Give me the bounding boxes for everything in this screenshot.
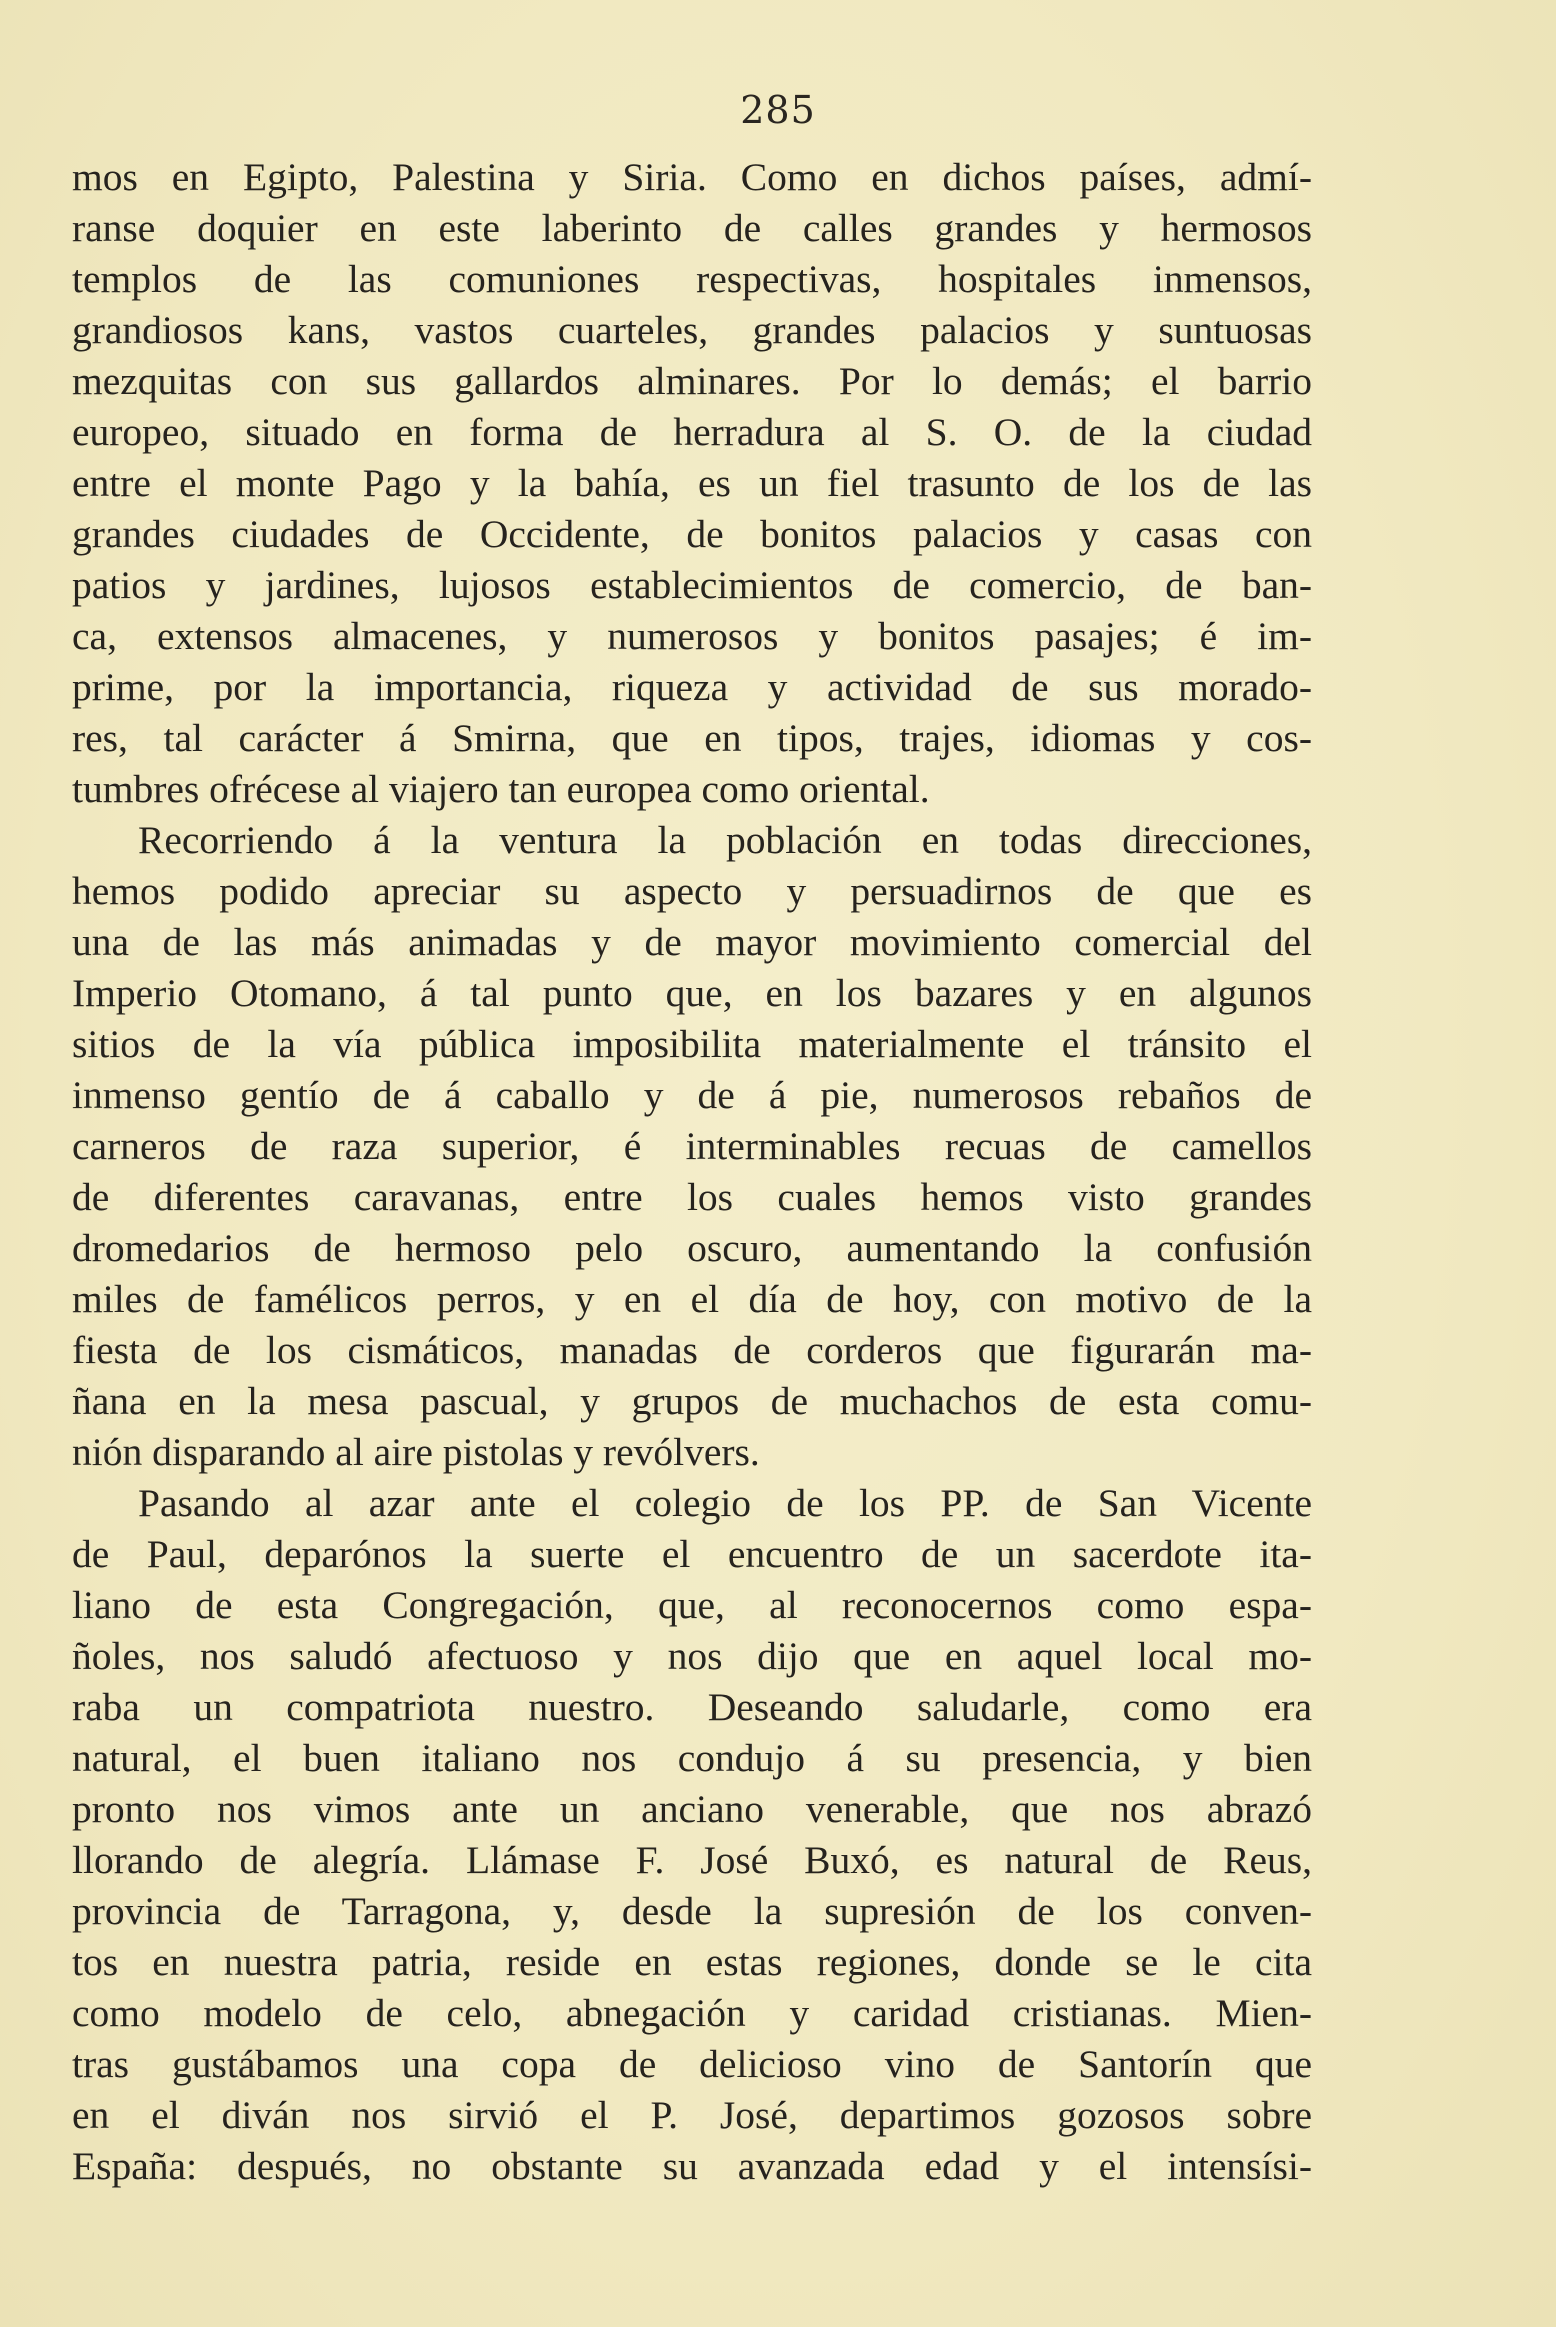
text-line: carneros de raza superior, é interminables recuas de camellos	[72, 1124, 1312, 1168]
text-line: provincia de Tarragona, y, desde la supresión de los conven-	[72, 1889, 1312, 1933]
text-line: prime, por la importancia, riqueza y actividad de sus morado-	[72, 665, 1312, 709]
text-line: grandes ciudades de Occidente, de bonitos palacios y casas con	[72, 512, 1312, 556]
text-line: europeo, situado en forma de herradura al S. O. de la ciudad	[72, 410, 1312, 454]
text-line: ca, extensos almacenes, y numerosos y bonitos pasajes; é im-	[72, 614, 1312, 658]
text-line: fiesta de los cismáticos, manadas de corderos que figurarán ma-	[72, 1328, 1312, 1372]
text-line: mos en Egipto, Palestina y Siria. Como en dichos países, admí-	[72, 155, 1312, 199]
text-line: sitios de la vía pública imposibilita materialmente el tránsito el	[72, 1022, 1312, 1066]
text-line: tos en nuestra patria, reside en estas regiones, donde se le cita	[72, 1940, 1312, 1984]
text-line: Recorriendo á la ventura la población en todas direcciones,	[138, 818, 1312, 862]
paragraph	[72, 152, 1312, 815]
text-line: llorando de alegría. Llámase F. José Buxó, es natural de Reus,	[72, 1838, 1312, 1882]
paragraph	[72, 1478, 1312, 2192]
text-line: ranse doquier en este laberinto de calles grandes y hermosos	[72, 206, 1312, 250]
text-line: en el diván nos sirvió el P. José, departimos gozosos sobre	[72, 2093, 1312, 2137]
body-text	[72, 152, 1312, 2192]
text-line: natural, el buen italiano nos condujo á su presencia, y bien	[72, 1736, 1312, 1780]
text-line: nión disparando al aire pistolas y revólvers.	[72, 1430, 760, 1474]
text-line: hemos podido apreciar su aspecto y persuadirnos de que es	[72, 869, 1312, 913]
text-line: tumbres ofrécese al viajero tan europea como oriental.	[72, 767, 930, 811]
text-line: templos de las comuniones respectivas, hospitales inmensos,	[72, 257, 1312, 301]
text-line: grandiosos kans, vastos cuarteles, grandes palacios y suntuosas	[72, 308, 1312, 352]
text-line: pronto nos vimos ante un anciano venerable, que nos abrazó	[72, 1787, 1312, 1831]
text-line: una de las más animadas y de mayor movimiento comercial del	[72, 920, 1312, 964]
text-line: dromedarios de hermoso pelo oscuro, aumentando la confusión	[72, 1226, 1312, 1270]
text-line: España: después, no obstante su avanzada edad y el intensísi-	[72, 2144, 1312, 2188]
text-line: de Paul, deparónos la suerte el encuentro de un sacerdote ita-	[72, 1532, 1312, 1576]
text-line: como modelo de celo, abnegación y caridad cristianas. Mien-	[72, 1991, 1312, 2035]
text-line: liano de esta Congregación, que, al reconocernos como espa-	[72, 1583, 1312, 1627]
text-line: Pasando al azar ante el colegio de los PP. de San Vicente	[138, 1481, 1312, 1525]
paragraph	[72, 815, 1312, 1478]
text-line: inmenso gentío de á caballo y de á pie, numerosos rebaños de	[72, 1073, 1312, 1117]
text-line: ñana en la mesa pascual, y grupos de muchachos de esta comu-	[72, 1379, 1312, 1423]
text-line: miles de famélicos perros, y en el día de hoy, con motivo de la	[72, 1277, 1312, 1321]
text-line: res, tal carácter á Smirna, que en tipos, trajes, idiomas y cos-	[72, 716, 1312, 760]
text-line: tras gustábamos una copa de delicioso vino de Santorín que	[72, 2042, 1312, 2086]
text-line: ñoles, nos saludó afectuoso y nos dijo que en aquel local mo-	[72, 1634, 1312, 1678]
text-line: mezquitas con sus gallardos alminares. Por lo demás; el barrio	[72, 359, 1312, 403]
page-number: 285	[740, 88, 816, 132]
text-flow	[72, 152, 1312, 2192]
text-line: Imperio Otomano, á tal punto que, en los bazares y en algunos	[72, 971, 1312, 1015]
text-line: entre el monte Pago y la bahía, es un fiel trasunto de los de las	[72, 461, 1312, 505]
text-line: raba un compatriota nuestro. Deseando saludarle, como era	[72, 1685, 1312, 1729]
text-line: de diferentes caravanas, entre los cuales hemos visto grandes	[72, 1175, 1312, 1219]
text-line: patios y jardines, lujosos establecimientos de comercio, de ban-	[72, 563, 1312, 607]
